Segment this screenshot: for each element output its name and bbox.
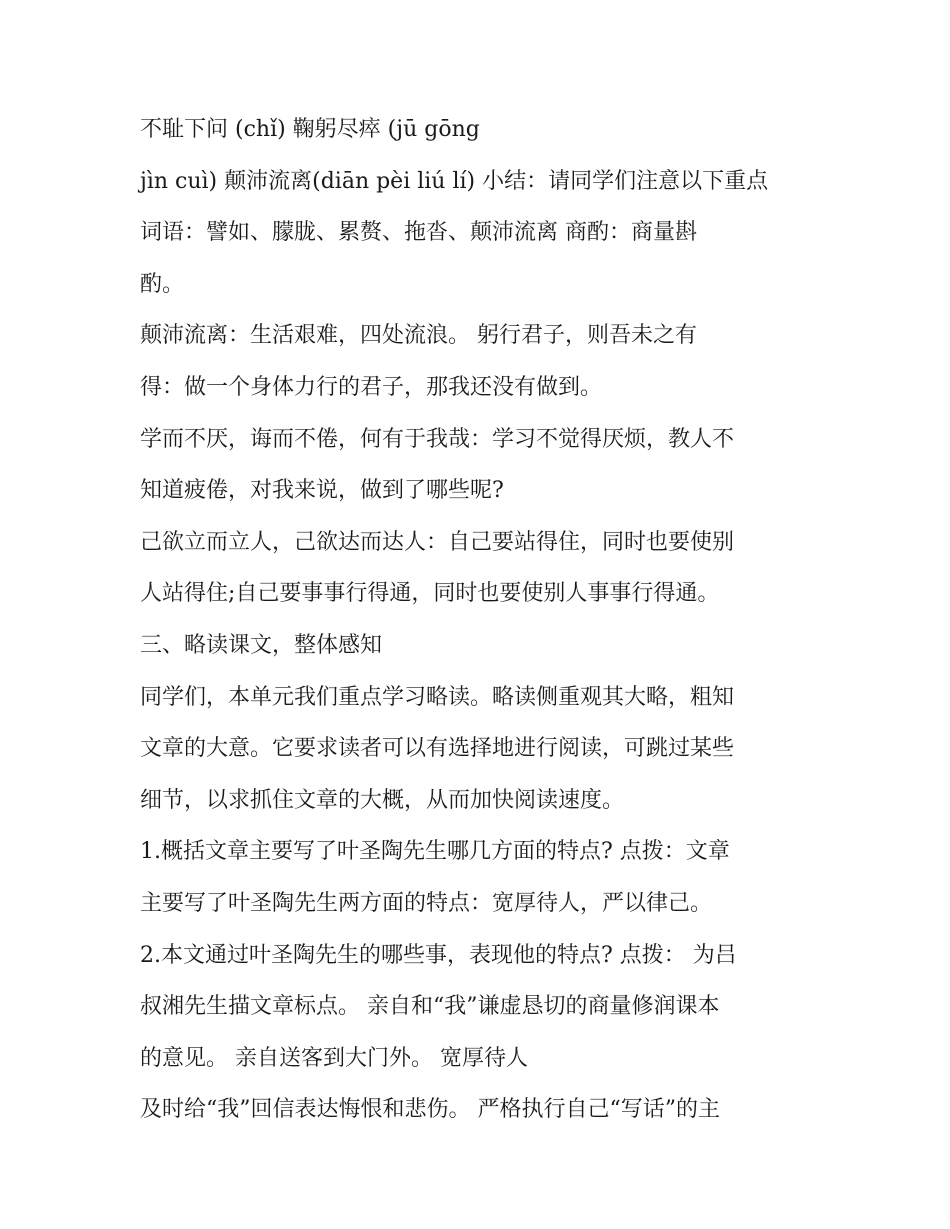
text-line-4: 酌。 bbox=[140, 271, 185, 297]
document-body bbox=[140, 108, 820, 1140]
text-line-3: 词语：譬如、朦胧、累赘、拖沓、颠沛流离 商酌：商量斟 bbox=[140, 220, 697, 246]
text-line-12: 同学们，本单元我们重点学习略读。略读侧重观其大略，粗知 bbox=[140, 684, 735, 710]
question-2-line-4: 及时给“我”回信表达悔恨和悲伤。 严格执行自己“写话”的主 bbox=[140, 1097, 720, 1123]
text-line-9: 己欲立而立人，己欲达而达人：自己要站得住，同时也要使别 bbox=[140, 529, 735, 555]
question-2-line-2: 叔湘先生描文章标点。 亲自和“我”谦虚恳切的商量修润课本 bbox=[140, 994, 720, 1020]
question-2-line-3: 的意见。 亲自送客到大门外。 宽厚待人 bbox=[140, 1045, 528, 1071]
text-line-7: 学而不厌，诲而不倦，何有于我哉：学习不觉得厌烦，教人不 bbox=[140, 426, 735, 452]
question-1-line-2: 主要写了叶圣陶先生两方面的特点：宽厚待人，严以律己。 bbox=[140, 890, 713, 916]
text-line-2: jìn cuì) 颠沛流离(diān pèi liú lí) 小结：请同学们注意以下重点 bbox=[140, 168, 769, 194]
text-line-14: 细节，以求抓住文章的大概，从而加快阅读速度。 bbox=[140, 787, 625, 813]
text-line-13: 文章的大意。它要求读者可以有选择地进行阅读，可跳过某些 bbox=[140, 736, 735, 762]
text-line-10: 人站得住;自己要事事行得通，同时也要使别人事事行得通。 bbox=[140, 581, 720, 607]
question-1-line-1: 1.概括文章主要写了叶圣陶先生哪几方面的特点? 点拨：文章 bbox=[140, 839, 730, 865]
text-line-6: 得：做一个身体力行的君子，那我还没有做到。 bbox=[140, 374, 603, 400]
text-line-5: 颠沛流离：生活艰难，四处流浪。 躬行君子，则吾未之有 bbox=[140, 323, 697, 349]
section-heading: 三、略读课文，整体感知 bbox=[140, 632, 383, 658]
question-2-line-1: 2.本文通过叶圣陶先生的哪些事，表现他的特点? 点拨： 为吕 bbox=[140, 942, 737, 968]
text-line-1: 不耻下问 (chǐ) 鞠躬尽瘁 (jū gōng bbox=[140, 117, 480, 142]
text-line-8: 知道疲倦，对我来说，做到了哪些呢? bbox=[140, 478, 504, 504]
